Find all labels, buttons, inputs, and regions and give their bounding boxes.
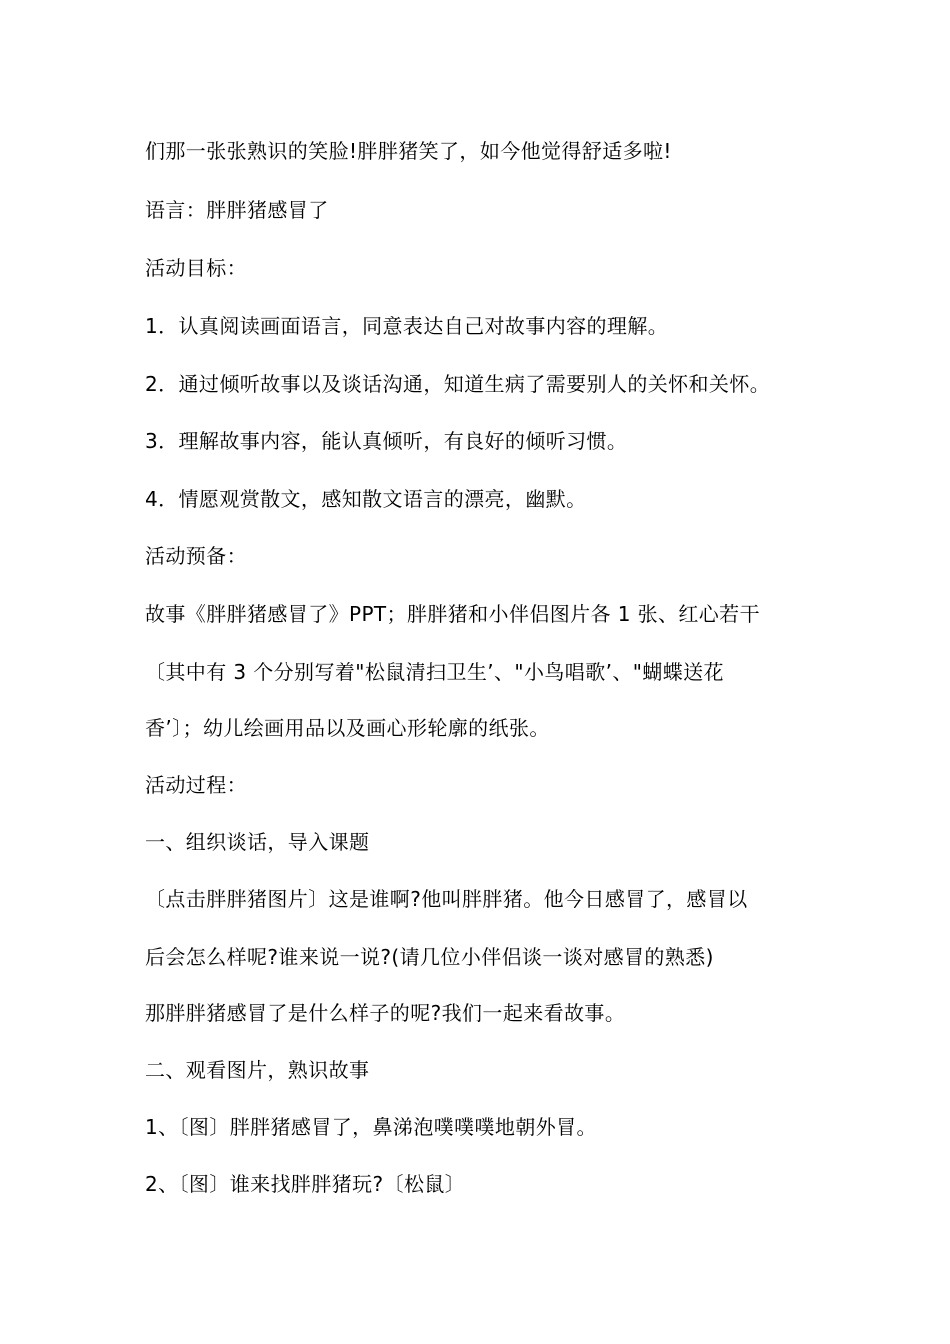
step-1-text-line-3: 那胖胖猪感冒了是什么样子的呢?我们一起来看故事。: [145, 1001, 626, 1025]
step-heading-1: 一、组织谈话，导入课题: [145, 830, 370, 854]
step-1-text-line-1: 〔点击胖胖猪图片〕这是谁啊?他叫胖胖猪。他今日感冒了，感冒以: [145, 887, 748, 911]
goal-item-1: 1．认真阅读画面语言，同意表达自己对故事内容的理解。: [145, 314, 669, 338]
step-2-item-2: 2、〔图〕谁来找胖胖猪玩?〔松鼠〕: [145, 1172, 466, 1196]
section-heading-goals: 活动目标：: [145, 256, 247, 280]
text-line-continuation: 们那一张张熟识的笑脸!胖胖猪笑了，如今他觉得舒适多啦!: [145, 139, 672, 163]
preparation-text-line-1: 故事《胖胖猪感冒了》PPT；胖胖猪和小伴侣图片各 1 张、红心若干: [145, 602, 760, 626]
goal-item-4: 4．情愿观赏散文，感知散文语言的漂亮，幽默。: [145, 487, 587, 511]
preparation-text-line-2: 〔其中有 3 个分别写着"松鼠清扫卫生’、"小鸟唱歌’、"蝴蝶送花: [145, 660, 724, 684]
step-heading-2: 二、观看图片，熟识故事: [145, 1058, 370, 1082]
step-2-item-1: 1、〔图〕胖胖猪感冒了，鼻涕泡噗噗噗地朝外冒。: [145, 1115, 597, 1139]
preparation-text-line-3: 香’〕；幼儿绘画用品以及画心形轮廓的纸张。: [145, 716, 550, 740]
lesson-title: 语言：胖胖猪感冒了: [145, 198, 329, 222]
goal-item-3: 3．理解故事内容，能认真倾听，有良好的倾听习惯。: [145, 429, 628, 453]
goal-item-2: 2．通过倾听故事以及谈话沟通，知道生病了需要别人的关怀和关怀。: [145, 372, 771, 396]
section-heading-process: 活动过程：: [145, 773, 247, 797]
step-1-text-line-2: 后会怎么样呢?谁来说一说?(请几位小伴侣谈一谈对感冒的熟悉): [145, 945, 714, 969]
section-heading-preparation: 活动预备：: [145, 544, 247, 568]
